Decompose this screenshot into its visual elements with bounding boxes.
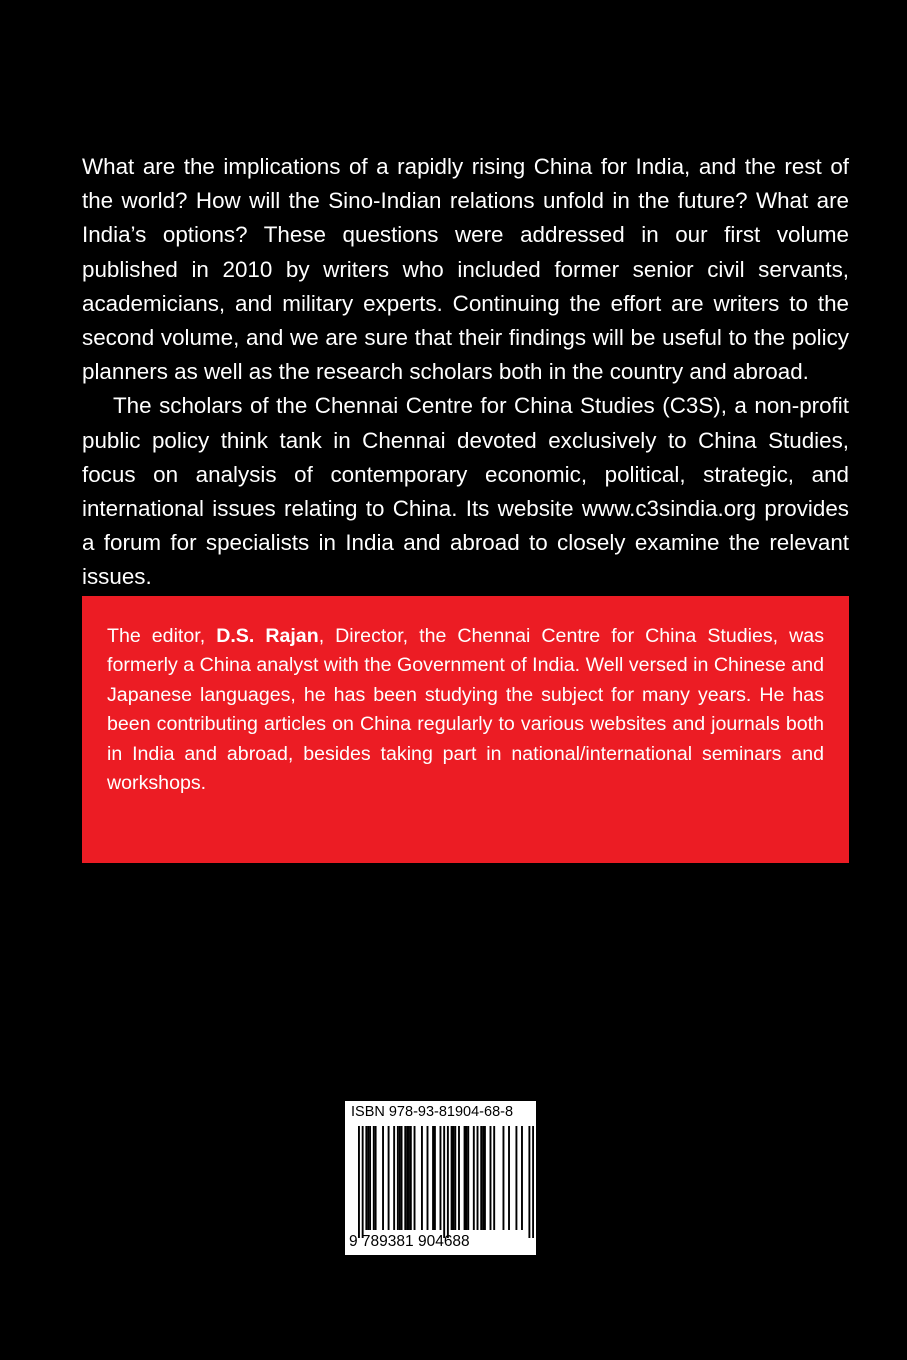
- barcode-bar: [393, 1126, 395, 1230]
- barcode-bar: [406, 1126, 408, 1230]
- barcode-bar: [484, 1126, 486, 1230]
- barcode-bar: [408, 1126, 410, 1230]
- barcode-bar: [458, 1126, 460, 1230]
- barcode-bar: [362, 1126, 364, 1238]
- barcode-bar: [414, 1126, 416, 1230]
- barcode-bar: [410, 1126, 412, 1230]
- barcode-bar: [427, 1126, 429, 1230]
- barcode-bar: [373, 1126, 375, 1230]
- back-cover-blurb: [82, 150, 849, 595]
- barcode-bar: [482, 1126, 484, 1230]
- barcode-bar: [358, 1126, 360, 1238]
- barcode-bar: [388, 1126, 390, 1230]
- barcode-bar: [528, 1126, 530, 1238]
- barcode-bar: [369, 1126, 371, 1230]
- barcode-bar: [454, 1126, 456, 1230]
- editor-info-box: [82, 596, 849, 863]
- blurb-paragraph-1: What are the implications of a rapidly rising China for India, and the rest of the world? How will the Sino-Indian relations unfold in the future? What are India’s options? These questions were addressed in our first volume published in 2010 by writers who included former senior civil servants, academicians, and military experts. Continuing the effort are writers to the second volume, and we are sure that their findings will be useful to the policy planners as well as the research scholars both in the country and abroad.: [82, 154, 849, 385]
- barcode-bar: [399, 1126, 401, 1230]
- barcode-bar: [480, 1126, 482, 1230]
- editor-bio-text: , Director, the Chennai Centre for China Studies, was formerly a China analyst with the Government of India. Well versed in Chinese and Japanese languages, he has been studying the subject for many years. He has been contributing articles on China regularly to various websites and journals both in India and abroad, besides taking part in national/international seminars and workshops.: [107, 625, 824, 795]
- barcode-bar: [493, 1126, 495, 1230]
- barcode-bar: [375, 1126, 377, 1230]
- barcode-bar: [452, 1126, 454, 1230]
- barcode-bar: [521, 1126, 523, 1230]
- barcode-bar: [367, 1126, 369, 1230]
- editor-bio: [107, 622, 824, 798]
- isbn-barcode: [345, 1101, 536, 1255]
- barcode-bar: [432, 1126, 434, 1230]
- barcode-bar: [404, 1126, 406, 1230]
- barcode-bar: [515, 1126, 517, 1230]
- barcode-bar: [503, 1126, 505, 1230]
- barcode-bar: [532, 1126, 534, 1238]
- barcode-bar: [440, 1126, 442, 1230]
- barcode-bar: [473, 1126, 475, 1230]
- barcode-bar: [465, 1126, 467, 1230]
- barcode-digits: 9 789381 904688: [349, 1233, 470, 1250]
- barcode-bar: [434, 1126, 436, 1230]
- editor-bio-intro: The editor,: [107, 625, 217, 647]
- isbn-label: ISBN 978-93-81904-68-8: [351, 1104, 514, 1120]
- barcode-bar: [451, 1126, 453, 1230]
- barcode-bar: [401, 1126, 403, 1230]
- barcode-bar: [382, 1126, 384, 1230]
- barcode-bars: [358, 1126, 534, 1238]
- barcode-bar: [464, 1126, 466, 1230]
- barcode-bar: [477, 1126, 479, 1230]
- barcode-bar: [365, 1126, 367, 1230]
- barcode-bar: [421, 1126, 423, 1230]
- barcode-bar: [447, 1126, 449, 1238]
- editor-name: D.S. Rajan: [216, 625, 319, 647]
- barcode-bar: [443, 1126, 445, 1238]
- blurb-paragraph-2: The scholars of the Chennai Centre for China Studies (C3S), a non-profit public policy think tank in Chennai devoted exclusively to China Studies, focus on analysis of contemporary economic, political, strategic, and international issues relating to China. Its website www.c3sindia.org provides a forum for specialists in India and abroad to closely examine the relevant issues.: [82, 393, 849, 590]
- barcode-bar: [508, 1126, 510, 1230]
- barcode-bar: [490, 1126, 492, 1230]
- barcode-bar: [397, 1126, 399, 1230]
- barcode-bar: [467, 1126, 469, 1230]
